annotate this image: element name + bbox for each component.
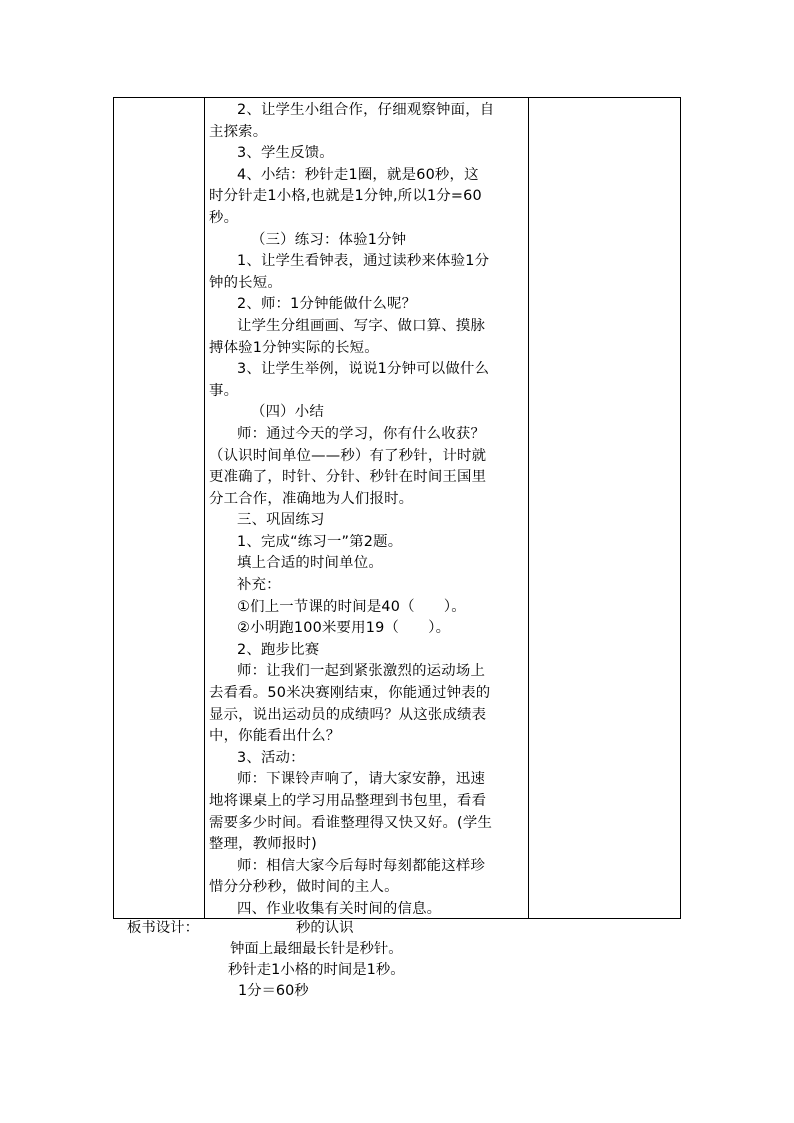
column-divider-left [204, 98, 205, 918]
text-line: 惜分分秒秒，做时间的主人。 [209, 879, 399, 896]
text-line: 4、小结：秒针走1圈，就是60秒，这 [237, 166, 479, 183]
text-line: ①们上一节课的时间是40（ ）。 [237, 598, 466, 615]
text-line: 3、活动： [237, 749, 305, 766]
text-line: ②小明跑100米要用19（ ）。 [237, 620, 451, 637]
text-line: 钟的长短。 [209, 274, 282, 291]
board-line: 秒针走1小格的时间是1秒。 [228, 962, 405, 978]
text-line: 填上合适的时间单位。 [237, 555, 383, 572]
text-line: 整理，教师报时) [209, 836, 317, 853]
text-line: 需要多少时间。看谁整理得又快又好。(学生 [209, 814, 493, 831]
text-line: 2、跑步比赛 [237, 641, 320, 658]
text-line: 事。 [209, 382, 239, 399]
text-line: 2、师：1分钟能做什么呢？ [237, 296, 417, 313]
text-line: 显示，说出运动员的成绩吗？从这张成绩表 [209, 706, 487, 723]
board-title-row [127, 918, 627, 939]
text-line: 分工合作，准确地为人们报时。 [209, 490, 414, 507]
text-line: 2、让学生小组合作，仔细观察钟面，自 [237, 102, 495, 118]
text-line: 3、学生反馈。 [237, 145, 334, 162]
column-divider-right [528, 98, 529, 918]
section-heading: （四）小结 [251, 404, 324, 421]
text-line: 地将课桌上的学习用品整理到书包里，看看 [209, 793, 487, 809]
text-line: 时分针走1小格,也就是1分钟,所以1分=60 [209, 188, 482, 205]
text-line: 师：通过今天的学习，你有什么收获？ [237, 425, 486, 442]
text-line: 师：相信大家今后每时每刻都能这样珍 [237, 857, 486, 874]
text-line: 师：下课铃声响了，请大家安静，迅速 [237, 771, 486, 788]
text-line: 1、让学生看钟表，通过读秒来体验1分 [237, 253, 490, 270]
text-line: 1、完成“练习一”第2题。 [237, 533, 403, 550]
text-line: 主探索。 [209, 123, 268, 140]
board-design [127, 918, 627, 1002]
text-line: 师：让我们一起到紧张激烈的运动场上 [237, 663, 486, 680]
text-line: （认识时间单位——秒）有了秒针，计时就 [209, 447, 487, 464]
lesson-table [113, 97, 681, 919]
section-heading: （三）练习：体验1分钟 [251, 231, 407, 248]
board-line: 1分＝60秒 [238, 983, 309, 999]
text-line: 秒。 [209, 209, 239, 226]
board-line: 钟面上最细最长针是秒针。 [230, 941, 403, 957]
text-line: 搏体验1分钟实际的长短。 [209, 339, 379, 356]
text-line: 去看看。50米决赛刚结束，你能通过钟表的 [209, 685, 491, 702]
text-line: 让学生分组画画、写字、做口算、摸脉 [237, 317, 486, 334]
board-title: 秒的认识 [296, 920, 354, 936]
section-heading: 四、作业收集有关时间的信息。 [237, 900, 442, 917]
board-label: 板书设计： [127, 920, 199, 936]
text-line: 中，你能看出什么？ [209, 728, 341, 745]
text-line: 更准确了，时针、分针、秒针在时间王国里 [209, 469, 487, 486]
section-heading: 三、巩固练习 [237, 512, 325, 529]
text-line: 3、让学生举例，说说1分钟可以做什么 [237, 361, 490, 378]
lesson-content-cell [209, 100, 527, 921]
text-line: 补充： [237, 577, 281, 594]
